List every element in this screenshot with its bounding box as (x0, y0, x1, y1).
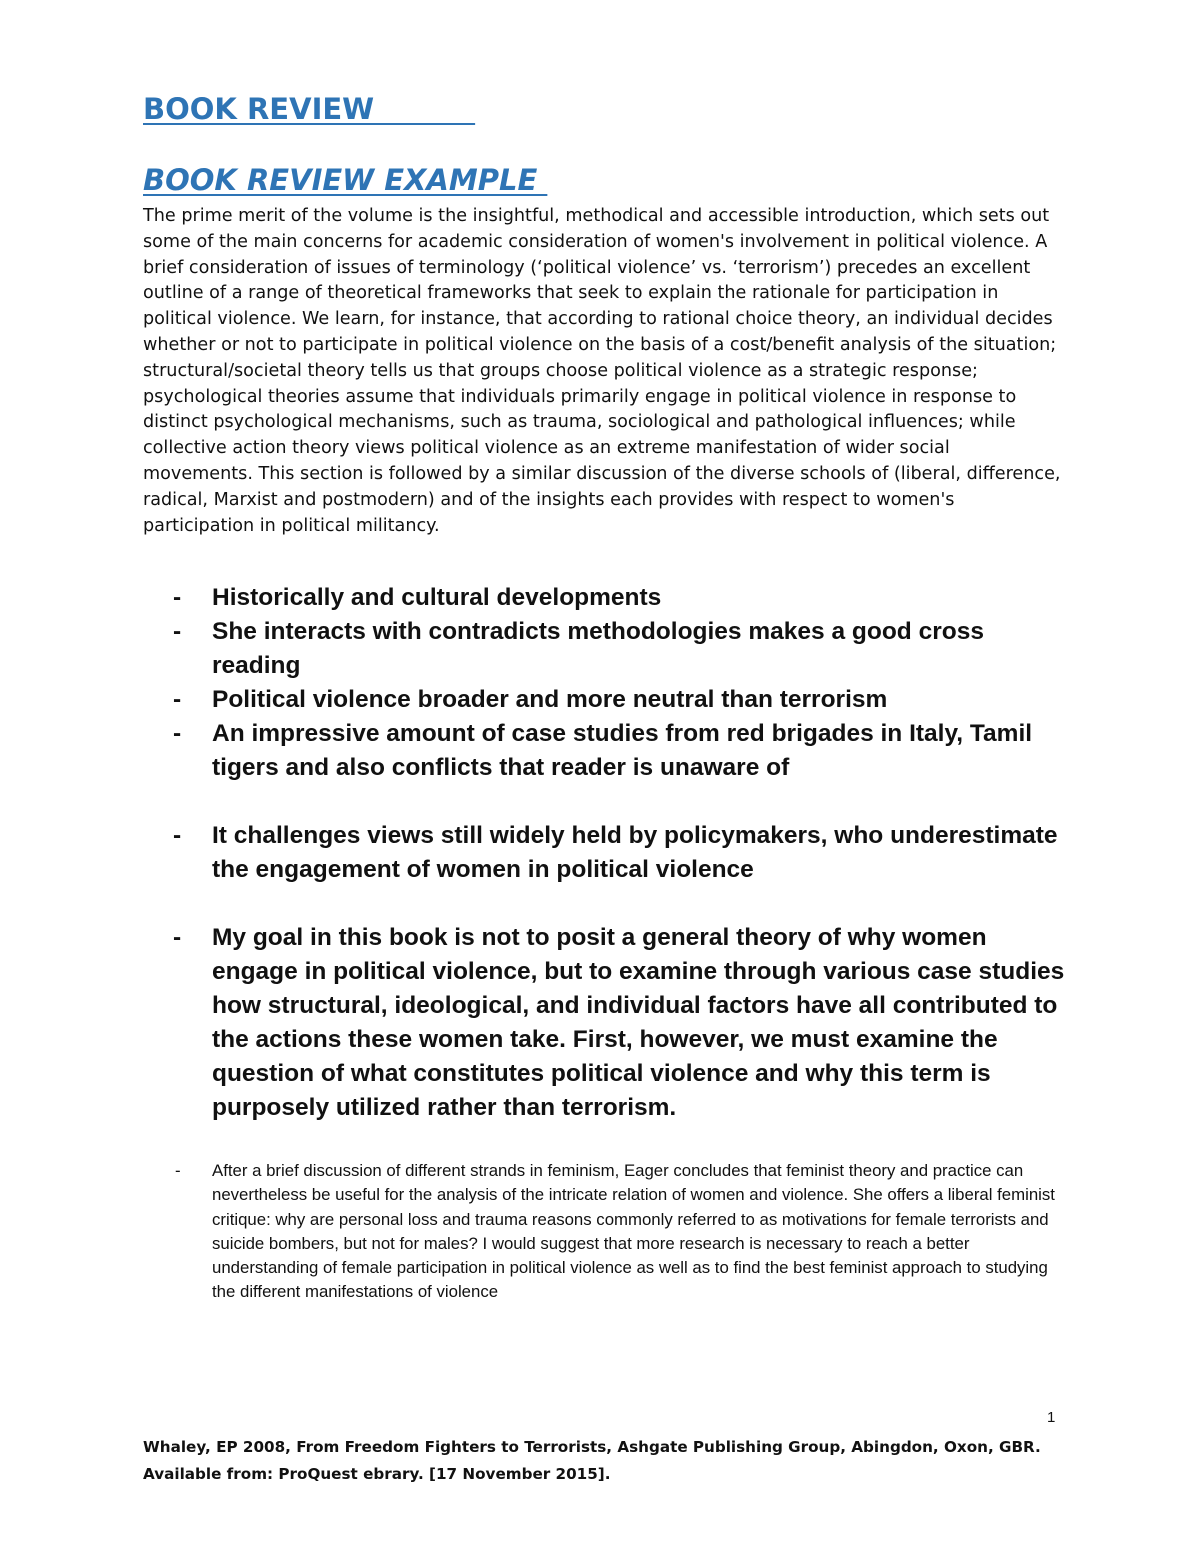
bullet-dash: - (175, 1161, 181, 1180)
bullet-text: An impressive amount of case studies from red brigades in Italy, Tamil tigers and also conflicts that reader is unaware of (212, 720, 1033, 781)
bullet-item (170, 717, 1070, 785)
bullet-text: Political violence broader and more neutral than terrorism (212, 686, 888, 713)
bullet-text: My goal in this book is not to posit a general theory of why women engage in political violence, but to examine through various case studies how structural, ideological, and individual factors have all contributed to the actions these women take. First, however, we must examine the question of what constitutes political violence and why this term is purposely utilized rather than terrorism. (212, 924, 1065, 1121)
bullet-item (170, 615, 1070, 683)
bullet-dash: - (173, 720, 182, 747)
bullet-dash: - (173, 822, 182, 849)
final-bullet-item (170, 1159, 1070, 1305)
bullet-text: She interacts with contradicts methodologies makes a good cross reading (212, 618, 984, 679)
bullet-text: It challenges views still widely held by policymakers, who underestimate the engagement of women in political violence (212, 822, 1058, 883)
bullet-item (170, 581, 1070, 615)
bullet-dash: - (173, 618, 182, 645)
bullet-dash: - (173, 584, 182, 611)
bullet-list (170, 581, 1070, 1125)
book-review-heading: BOOK REVIEW (143, 92, 476, 126)
bullet-text: Historically and cultural developments (212, 584, 662, 611)
bullet-item (170, 683, 1070, 717)
bullet-item (170, 819, 1070, 887)
bullet-item (170, 921, 1070, 1125)
intro-paragraph: The prime merit of the volume is the insightful, methodical and accessible introduction, which sets out some of the main concerns for academic consideration of women's involvement in political violence. A brief consideration of issues of terminology (‘political violence’ vs. ‘terrorism’) precedes an excellent outline of a range of theoretical frameworks that seek to explain the rationale for participation in political violence. We learn, for instance, that according to rational choice theory, an individual decides whether or not to participate in political violence on the basis of a cost/benefit analysis of the situation; structural/societal theory tells us that groups choose political violence as a strategic response; psychological theories assume that individuals primarily engage in political violence in response to distinct psychological mechanisms, such as trauma, sociological and pathological influences; while collective action theory views political violence as an extreme manifestation of wider social movements. This section is followed by a similar discussion of the diverse schools of (liberal, difference, radical, Marxist and postmodern) and of the insights each provides with respect to women's participation in political militancy. (143, 206, 1061, 536)
bullet-dash: - (173, 686, 182, 713)
final-bullet-text: After a brief discussion of different strands in feminism, Eager concludes that feminist theory and practice can nevertheless be useful for the analysis of the intricate relation of women and violence. She offers a liberal feminist critique: why are personal loss and trauma reasons commonly referred to as motivations for female terrorists and suicide bombers, but not for males? I would suggest that more research is necessary to reach a better understanding of female participation in political violence as well as to find the best feminist approach to studying the different manifestations of violence (212, 1161, 1055, 1302)
book-review-example-heading: BOOK REVIEW EXAMPLE (143, 163, 548, 197)
footer-citation: Whaley, EP 2008, From Freedom Fighters to Terrorists, Ashgate Publishing Group, Abingdon, Oxon, GBR. Available from: ProQuest ebrary. [17 November 2015]. (143, 1438, 1041, 1483)
bullet-dash: - (173, 924, 182, 951)
page-number: 1 (1047, 1409, 1056, 1426)
